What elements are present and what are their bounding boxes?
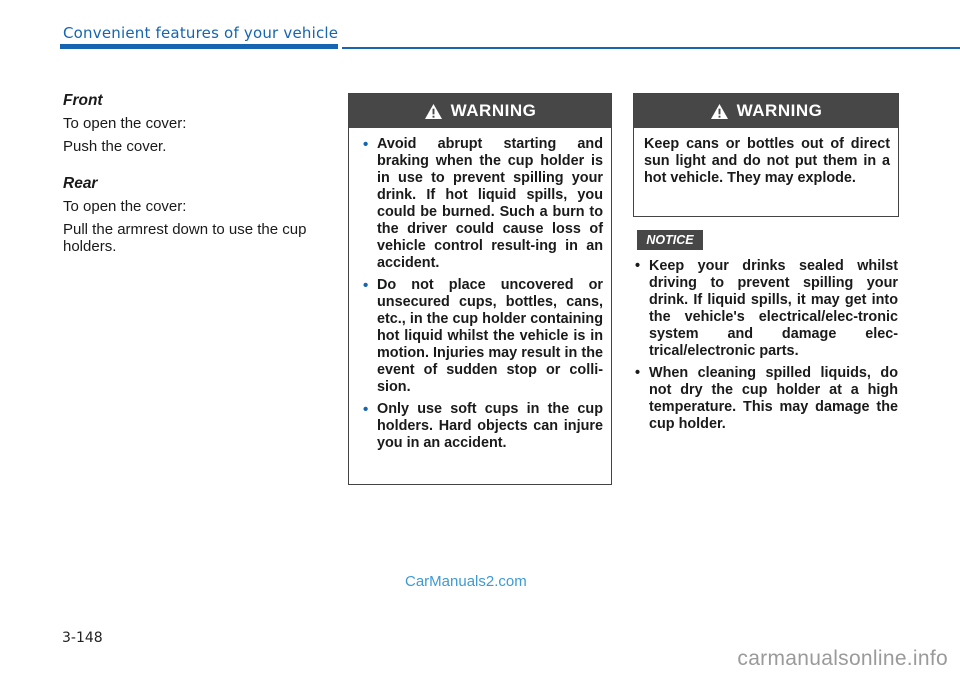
warning-list <box>363 136 603 452</box>
warning-triangle-icon <box>424 103 443 120</box>
bullet-icon: • <box>363 136 369 153</box>
warning-item-text: Avoid abrupt starting and braking when the cup holder is in use to prevent spilling your drink. If hot liquid spills, you could be burned. Such a burn to the driver could cause loss of vehicle control result-ing in an accident. <box>377 136 603 271</box>
front-heading: Front <box>63 92 103 109</box>
warning-text: Keep cans or bottles out of direct sun light and do not put them in a hot vehicle. They may explode. <box>644 136 890 186</box>
front-line2: Push the cover. <box>63 138 167 155</box>
warning-item <box>363 277 603 396</box>
warning-item-text: Only use soft cups in the cup holders. Hard objects can injure you in an accident. <box>377 401 603 451</box>
notice-item <box>633 365 898 433</box>
section-rear <box>63 175 333 255</box>
warning-title: WARNING <box>450 101 537 120</box>
site-watermark: carmanualsonline.info <box>737 647 948 670</box>
warning-header <box>349 94 611 128</box>
carmanuals-watermark: CarManuals2.com <box>405 573 527 590</box>
header-rule-thick <box>60 44 338 49</box>
warning-box-sunlight <box>633 93 899 217</box>
notice-item-text: Keep your drinks sealed whilst driving to prevent spilling your drink. If liquid spills, it may get into the vehicle's electrical/elec-tronic system and damage elec-trical/electronic parts. <box>649 258 898 359</box>
rear-line1: To open the cover: <box>63 198 187 215</box>
warning-item-text: Do not place uncovered or unsecured cups, bottles, cans, etc., in the cup holder containing hot liquid whilst the vehicle is in motion. Injuries may result in the event of sudden stop or colli-sion. <box>377 277 603 395</box>
header-rule-thin <box>342 47 960 49</box>
header-title: Convenient features of your vehicle <box>63 24 339 42</box>
warning-body <box>349 128 611 462</box>
section-front <box>63 92 333 155</box>
bullet-icon: • <box>363 401 369 418</box>
notice-list <box>633 258 898 438</box>
bullet-icon: • <box>635 258 641 274</box>
warning-header <box>634 94 898 128</box>
warning-body <box>634 128 898 197</box>
left-column <box>63 92 333 261</box>
notice-item <box>633 258 898 360</box>
rear-line2: Pull the armrest down to use the cup holders. <box>63 221 307 255</box>
front-line1: To open the cover: <box>63 115 187 132</box>
warning-triangle-icon <box>710 103 729 120</box>
notice-item-text: When cleaning spilled liquids, do not dry the cup holder at a high temperature. This may damage the cup holder. <box>649 365 898 432</box>
warning-box-cup-holder <box>348 93 612 485</box>
page-number: 3-148 <box>62 630 103 646</box>
bullet-icon: • <box>363 277 369 294</box>
notice-badge: NOTICE <box>637 230 703 250</box>
warning-item <box>363 136 603 272</box>
rear-heading: Rear <box>63 175 98 192</box>
bullet-icon: • <box>635 365 641 381</box>
warning-title: WARNING <box>736 101 823 120</box>
warning-item <box>363 401 603 452</box>
